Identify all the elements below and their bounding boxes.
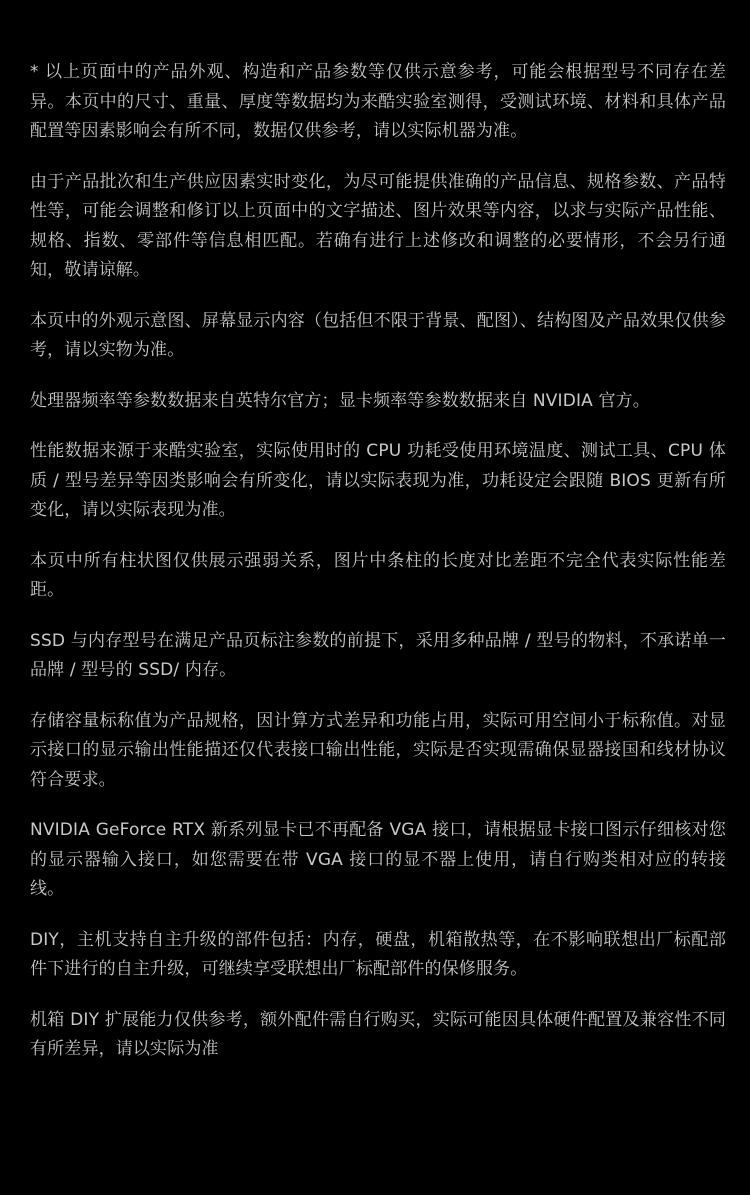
disclaimer-appearance-images: 本页中的外观示意图、屏幕显示内容（包括但不限于背景、配图）、结构图及产品效果仅供参考，请以实物为准。 <box>30 310 726 360</box>
disclaimer-performance-data: 性能数据来源于来酷实验室，实际使用时的 CPU 功耗受使用环境温度、测试工具、CPU 体质 / 型号差异等因类影响会有所变化，请以实际表现为准，功耗设定会跟随 BIOS 更新有所变化，请以实际表现为准。 <box>30 441 726 520</box>
disclaimer-appearance-parameters: * 以上页面中的产品外观、构造和产品参数等仅供示意参考，可能会根据型号不同存在差异。本页中的尺寸、重量、厚度等数据均为来酷实验室测得，受测试环境、材料和具体产品配置等因素影响会有所不同，数据仅供参考，请以实际机器为准。 <box>30 62 726 141</box>
disclaimer-ssd-memory: SSD 与内存型号在满足产品页标注参数的前提下，采用多种品牌 / 型号的物料，不承诺单一品牌 / 型号的 SSD/ 内存。 <box>30 630 726 680</box>
disclaimer-product-batch-changes: 由于产品批次和生产供应因素实时变化，为尽可能提供准确的产品信息、规格参数、产品特性等，可能会调整和修订以上页面中的文字描述、图片效果等内容，以求与实际产品性能、规格、指数、零部件等信息相匹配。若确有进行上述修改和调整的必要情形，不会另行通知，敬请谅解。 <box>30 171 726 280</box>
disclaimer-storage-display: 存储容量标称值为产品规格，因计算方式差异和功能占用，实际可用空间小于标称值。对显示接口的显示输出性能描还仅代表接口输出性能，实际是否实现需确保显器接国和线材协议符合要求。 <box>30 710 726 790</box>
disclaimer-frequency-source: 处理器频率等参数数据来自英特尔官方；显卡频率等参数数据来自 NVIDIA 官方。 <box>30 390 650 411</box>
disclaimer-vga-interface: NVIDIA GeForce RTX 新系列显卡已不再配备 VGA 接口，请根据显卡接口图示仔细核对您的显示器输入接口，如您需要在带 VGA 接口的显不器上使用，请自行购类相对应的转接线。 <box>30 820 726 899</box>
disclaimer-diy-upgrade: DIY，主机支持自主升级的部件包括：内存，硬盘，机箱散热等，在不影响联想出厂标配部件下进行的自主升级，可继续享受联想出厂标配部件的保修服务。 <box>30 929 726 979</box>
disclaimer-diy-expansion: 机箱 DIY 扩展能力仅供参考，额外配件需自行购买，实际可能因具体硬件配置及兼容性不同有所差异，请以实际为准 <box>30 1009 726 1059</box>
disclaimer-bar-charts: 本页中所有柱状图仅供展示强弱关系，图片中条柱的长度对比差距不完全代表实际性能差距。 <box>30 550 726 600</box>
